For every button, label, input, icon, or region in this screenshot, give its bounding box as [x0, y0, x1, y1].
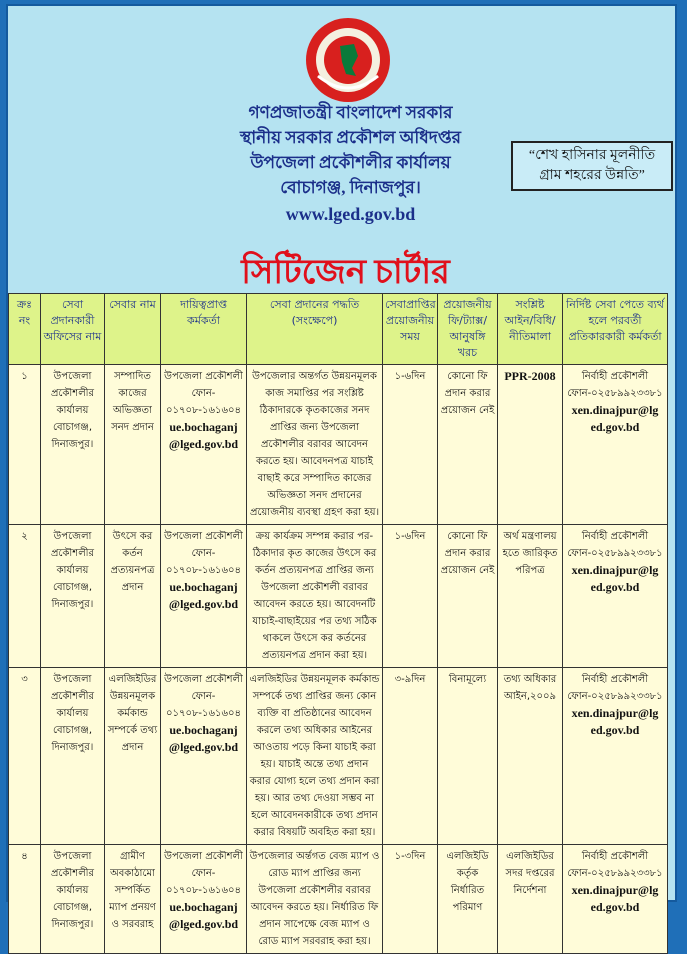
officer-title: উপজেলা প্রকৌশলী	[164, 674, 243, 685]
escalation-cell	[563, 365, 668, 525]
escalation-phone: ফোন-০২৫৮৯৯২৩৩৮১	[567, 548, 663, 559]
col-header: সেবার নাম	[105, 294, 161, 365]
officer-email[interactable]: ue.bochaganj @lged.gov.bd	[168, 900, 239, 931]
government-seal-logo	[304, 16, 392, 104]
office-name: উপজেলা প্রকৌশলীর কার্যালয়	[250, 153, 451, 172]
service-cell: এলজিইডির উন্নয়নমূলক কর্মকান্ড সম্পর্কে তথ্য প্রদান	[105, 668, 161, 845]
department-name: স্থানীয় সরকার প্রকৌশল অধিদপ্তর	[239, 128, 462, 147]
method-cell: ক্রয় কার্যক্রম সম্পন্ন করার পর-ঠিকাদার কৃত কাজের উৎসে কর কর্তন প্রত্যয়নপত্র প্রাপ্তির জন্য উপজেলা প্রকৌশলী বরাবর আবেদন করতে হয়। আবেদনটি যাচাই-বাছাইয়ের পর তথ্য সঠিক থাকলে উৎসে কর কর্তনের প্রত্যয়নপত্র প্রদান করা হয়।	[247, 525, 383, 668]
officer-email[interactable]: ue.bochaganj @lged.gov.bd	[168, 723, 239, 754]
office-cell: উপজেলা প্রকৌশলীর কার্যালয় বোচাগঞ্জ, দিনাজপুর।	[41, 668, 105, 845]
website-link[interactable]: www.lged.gov.bd	[285, 204, 416, 224]
time-cell: ১-৬দিন	[383, 525, 438, 668]
law-cell: অর্থ মন্ত্রণালয় হতে জারিকৃত পরিপত্র	[498, 525, 563, 668]
col-header: সেবাপ্রাপ্তির প্রয়োজনীয় সময়	[383, 294, 438, 365]
office-cell: উপজেলা প্রকৌশলীর কার্যালয় বোচাগঞ্জ, দিনাজপুর।	[41, 525, 105, 668]
officer-phone: ফোন- ০১৭০৮-১৬১৬০৪	[165, 691, 242, 719]
escalation-email[interactable]: xen.dinajpur@lg ed.gov.bd	[571, 706, 659, 737]
law-cell: PPR-2008	[498, 365, 563, 525]
table-row	[9, 845, 668, 954]
table-row	[9, 365, 668, 525]
serial-cell: ৪	[9, 845, 41, 954]
officer-email[interactable]: ue.bochaganj @lged.gov.bd	[168, 420, 239, 451]
time-cell: ১-৩দিন	[383, 845, 438, 954]
table-row	[9, 525, 668, 668]
service-cell: সম্পাদিত কাজের অভিজ্ঞতা সনদ প্রদান	[105, 365, 161, 525]
law-cell: তথ্য অধিকার আইন,২০০৯	[498, 668, 563, 845]
slogan-box	[511, 141, 673, 191]
law-cell: এলজিইডির সদর দপ্তরের নির্দেশনা	[498, 845, 563, 954]
escalation-email[interactable]: xen.dinajpur@lg ed.gov.bd	[571, 403, 659, 434]
escalation-officer: নির্বাহী প্রকৌশলী	[581, 674, 649, 685]
escalation-email[interactable]: xen.dinajpur@lg ed.gov.bd	[571, 563, 659, 594]
col-header: ক্রঃ নং	[9, 294, 41, 365]
col-header: দায়িত্বপ্রাপ্ত কর্মকর্তা	[161, 294, 247, 365]
page-title: সিটিজেন চার্টার	[238, 250, 453, 300]
escalation-email[interactable]: xen.dinajpur@lg ed.gov.bd	[571, 883, 659, 914]
officer-phone: ফোন- ০১৭০৮-১৬১৬০৪	[165, 548, 242, 576]
serial-cell: ২	[9, 525, 41, 668]
office-location: বোচাগঞ্জ, দিনাজপুর।	[280, 178, 421, 197]
table-row	[9, 668, 668, 845]
escalation-officer: নির্বাহী প্রকৌশলী	[581, 531, 649, 542]
fee-cell: কোনো ফি প্রদান করার প্রয়োজন নেই	[438, 525, 498, 668]
officer-cell	[161, 668, 247, 845]
col-header: সেবা প্রদানের পদ্ধতি (সংক্ষেপে)	[247, 294, 383, 365]
government-name: গণপ্রজাতন্ত্রী বাংলাদেশ সরকার	[248, 103, 453, 122]
officer-title: উপজেলা প্রকৌশলী	[164, 851, 243, 862]
time-cell: ৩-৯দিন	[383, 668, 438, 845]
escalation-cell	[563, 845, 668, 954]
officer-phone: ফোন- ০১৭০৮-১৬১৬০৪	[165, 388, 242, 416]
col-header: সেবা প্রদানকারী অফিসের নাম	[41, 294, 105, 365]
method-cell: উপজেলার অন্তর্গত উন্নয়নমূলক কাজ সমাপ্তির পর সংশ্লিষ্ট ঠিকাদারকে কৃতকাজের সনদ প্রাপ্তির জন্য উপজেলা প্রকৌশলীর বরাবর আবেদন করতে হয়। আবেদনপত্র যাচাই বাছাই করে সম্পাদিত কাজের অভিজ্ঞতা সনদ প্রদানের প্রয়োজনীয় ব্যবস্থা গ্রহণ করা হয়।	[247, 365, 383, 525]
escalation-cell	[563, 668, 668, 845]
escalation-phone: ফোন-০২৫৮৯৯২৩৩৮১	[567, 691, 663, 702]
officer-cell	[161, 365, 247, 525]
officer-cell	[161, 845, 247, 954]
table-header-row	[9, 294, 668, 365]
escalation-officer: নির্বাহী প্রকৌশলী	[581, 851, 649, 862]
officer-email[interactable]: ue.bochaganj @lged.gov.bd	[168, 580, 239, 611]
fee-cell: কোনো ফি প্রদান করার প্রয়োজন নেই	[438, 365, 498, 525]
officer-title: উপজেলা প্রকৌশলী	[164, 371, 243, 382]
service-cell: উৎসে কর কর্তন প্রত্যয়নপত্র প্রদান	[105, 525, 161, 668]
method-cell: এলজিইডির উন্নয়নমূলক কর্মকান্ড সম্পর্কে তথ্য প্রাপ্তির জন্য কোন ব্যক্তি বা প্রতিষ্ঠানের আবেদন করলে তথ্য অধিকার আইনের আওতায় পড়ে কিনা যাচাই করা হয়। যাচাই অন্তে তথ্য প্রদান করার যোগ্য হলে তথ্য প্রদান করা হয়। আর তথ্য দেওয়া সম্ভব না হলে আবেদনকারীকে তথ্য প্রদান করার বিষয়টি অবহিত করা হয়।	[247, 668, 383, 845]
officer-cell	[161, 525, 247, 668]
escalation-officer: নির্বাহী প্রকৌশলী	[581, 371, 649, 382]
office-cell: উপজেলা প্রকৌশলীর কার্যালয় বোচাগঞ্জ, দিনাজপুর।	[41, 365, 105, 525]
escalation-phone: ফোন-০২৫৮৯৯২৩৩৮১	[567, 868, 663, 879]
officer-title: উপজেলা প্রকৌশলী	[164, 531, 243, 542]
col-header: সংশ্লিষ্ট আইন/বিধি/ নীতিমালা	[498, 294, 563, 365]
col-header: নির্দিষ্ট সেবা পেতে ব্যর্থ হলে পরবর্তী প্রতিকারকারী কর্মকর্তা	[563, 294, 668, 365]
fee-cell: বিনামূল্যে	[438, 668, 498, 845]
service-cell: গ্রামীণ অবকাঠামো সম্পর্কিত ম্যাপ প্রনয়ণ ও সরবরাহ	[105, 845, 161, 954]
office-header	[158, 100, 543, 227]
office-cell: উপজেলা প্রকৌশলীর কার্যালয় বোচাগঞ্জ, দিনাজপুর।	[41, 845, 105, 954]
slogan-line-1: “শেখ হাসিনার মূলনীতি	[528, 148, 656, 163]
officer-phone: ফোন- ০১৭০৮-১৬১৬০৪	[165, 868, 242, 896]
escalation-phone: ফোন-০২৫৮৯৯২৩৩৮১	[567, 388, 663, 399]
slogan-line-2: গ্রাম শহরের উন্নতি”	[539, 168, 645, 183]
citizen-charter-table	[8, 293, 668, 954]
method-cell: উপজেলার অর্ন্তগত বেজ ম্যাপ ও রোড ম্যাপ প্রাপ্তির জন্য উপজেলা প্রকৌশলীর বরাবর আবেদন করতে হয়। নির্ধারিত ফি প্রদান সাপেক্ষে বেজ ম্যাপ ও রোড ম্যাপ সরবরাহ করা হয়।	[247, 845, 383, 954]
serial-cell: ১	[9, 365, 41, 525]
serial-cell: ৩	[9, 668, 41, 845]
col-header: প্রয়োজনীয় ফি/ট্যাক্স/ আনুষঙ্গি খরচ	[438, 294, 498, 365]
time-cell: ১-৬দিন	[383, 365, 438, 525]
fee-cell: এলজিইডি কর্তৃক নির্ধারিত পরিমাণ	[438, 845, 498, 954]
escalation-cell	[563, 525, 668, 668]
